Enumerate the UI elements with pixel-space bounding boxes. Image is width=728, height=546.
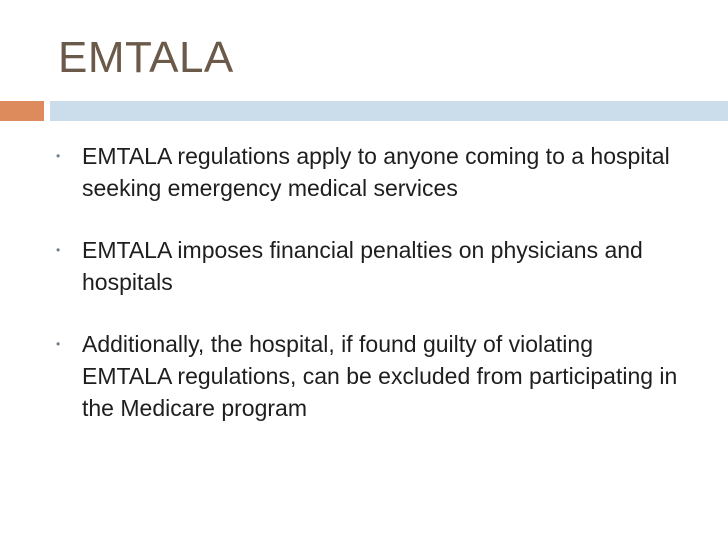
bullet-icon: • xyxy=(56,149,61,163)
bullet-item xyxy=(56,234,686,298)
bullet-icon: • xyxy=(56,337,61,351)
bullet-icon: • xyxy=(56,243,61,257)
title-accent-block xyxy=(0,101,44,121)
bullet-item xyxy=(56,328,686,424)
bullet-text: EMTALA imposes financial penalties on physicians and hospitals xyxy=(82,237,643,295)
slide-title: EMTALA xyxy=(58,33,234,82)
bullet-text: Additionally, the hospital, if found guilty of violating EMTALA regulations, can be excluded from participating in the Medicare program xyxy=(82,331,678,421)
bullet-item xyxy=(56,140,686,204)
bullet-text: EMTALA regulations apply to anyone coming to a hospital seeking emergency medical services xyxy=(82,143,670,201)
bullet-list xyxy=(56,140,686,454)
title-divider-bar xyxy=(50,101,728,121)
